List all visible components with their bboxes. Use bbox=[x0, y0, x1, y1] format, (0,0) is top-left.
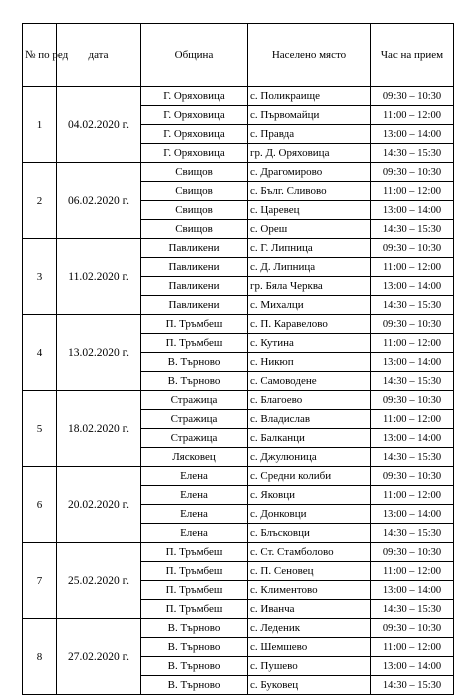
municipality-cell: В. Търново bbox=[141, 353, 248, 372]
place-cell: с. Буковец bbox=[248, 676, 371, 695]
municipality-cell: П. Тръмбеш bbox=[141, 315, 248, 334]
header-time: Час на прием bbox=[371, 24, 454, 87]
place-cell: с. Средни колиби bbox=[248, 467, 371, 486]
header-num: № по ред bbox=[23, 24, 57, 87]
row-number: 7 bbox=[23, 543, 57, 619]
municipality-cell: Павликени bbox=[141, 277, 248, 296]
municipality-cell: Лясковец bbox=[141, 448, 248, 467]
header-place: Населено място bbox=[248, 24, 371, 87]
time-cell: 14:30 – 15:30 bbox=[371, 448, 454, 467]
time-cell: 11:00 – 12:00 bbox=[371, 638, 454, 657]
place-cell: с. Блъсковци bbox=[248, 524, 371, 543]
table-row bbox=[23, 543, 454, 562]
municipality-cell: Павликени bbox=[141, 258, 248, 277]
place-cell: с. Яковци bbox=[248, 486, 371, 505]
place-cell: с. Бълг. Сливово bbox=[248, 182, 371, 201]
visit-date: 04.02.2020 г. bbox=[57, 87, 141, 163]
table-row bbox=[23, 315, 454, 334]
table-row bbox=[23, 239, 454, 258]
header-municipality: Община bbox=[141, 24, 248, 87]
time-cell: 09:30 – 10:30 bbox=[371, 87, 454, 106]
time-cell: 09:30 – 10:30 bbox=[371, 163, 454, 182]
municipality-cell: Стражица bbox=[141, 391, 248, 410]
row-number: 2 bbox=[23, 163, 57, 239]
time-cell: 11:00 – 12:00 bbox=[371, 258, 454, 277]
municipality-cell: Г. Оряховица bbox=[141, 106, 248, 125]
time-cell: 14:30 – 15:30 bbox=[371, 676, 454, 695]
municipality-cell: Стражица bbox=[141, 429, 248, 448]
place-cell: с. Климентово bbox=[248, 581, 371, 600]
time-cell: 11:00 – 12:00 bbox=[371, 410, 454, 429]
municipality-cell: В. Търново bbox=[141, 676, 248, 695]
place-cell: с. Първомайци bbox=[248, 106, 371, 125]
place-cell: с. Джулюница bbox=[248, 448, 371, 467]
visit-date: 11.02.2020 г. bbox=[57, 239, 141, 315]
place-cell: с. П. Сеновец bbox=[248, 562, 371, 581]
header-date: дата bbox=[57, 24, 141, 87]
time-cell: 11:00 – 12:00 bbox=[371, 334, 454, 353]
municipality-cell: Павликени bbox=[141, 296, 248, 315]
time-cell: 11:00 – 12:00 bbox=[371, 182, 454, 201]
visit-date: 13.02.2020 г. bbox=[57, 315, 141, 391]
municipality-cell: Елена bbox=[141, 524, 248, 543]
place-cell: с. Михалци bbox=[248, 296, 371, 315]
municipality-cell: П. Тръмбеш bbox=[141, 543, 248, 562]
time-cell: 13:00 – 14:00 bbox=[371, 657, 454, 676]
row-number: 4 bbox=[23, 315, 57, 391]
place-cell: с. Владислав bbox=[248, 410, 371, 429]
time-cell: 09:30 – 10:30 bbox=[371, 467, 454, 486]
time-cell: 13:00 – 14:00 bbox=[371, 581, 454, 600]
place-cell: с. Леденик bbox=[248, 619, 371, 638]
municipality-cell: Г. Оряховица bbox=[141, 87, 248, 106]
schedule-body bbox=[23, 87, 454, 695]
place-cell: с. Поликраище bbox=[248, 87, 371, 106]
municipality-cell: Свищов bbox=[141, 163, 248, 182]
place-cell: с. Балканци bbox=[248, 429, 371, 448]
time-cell: 14:30 – 15:30 bbox=[371, 524, 454, 543]
place-cell: с. Самоводене bbox=[248, 372, 371, 391]
time-cell: 14:30 – 15:30 bbox=[371, 296, 454, 315]
municipality-cell: Г. Оряховица bbox=[141, 125, 248, 144]
municipality-cell: Свищов bbox=[141, 220, 248, 239]
visit-date: 25.02.2020 г. bbox=[57, 543, 141, 619]
table-row bbox=[23, 619, 454, 638]
place-cell: с. Пушево bbox=[248, 657, 371, 676]
municipality-cell: Елена bbox=[141, 505, 248, 524]
table-row bbox=[23, 467, 454, 486]
time-cell: 09:30 – 10:30 bbox=[371, 315, 454, 334]
time-cell: 11:00 – 12:00 bbox=[371, 562, 454, 581]
time-cell: 13:00 – 14:00 bbox=[371, 277, 454, 296]
place-cell: с. Драгомирово bbox=[248, 163, 371, 182]
visit-date: 20.02.2020 г. bbox=[57, 467, 141, 543]
place-cell: с. Никюп bbox=[248, 353, 371, 372]
place-cell: с. Кутина bbox=[248, 334, 371, 353]
header-row bbox=[23, 24, 454, 87]
time-cell: 13:00 – 14:00 bbox=[371, 353, 454, 372]
time-cell: 11:00 – 12:00 bbox=[371, 106, 454, 125]
time-cell: 09:30 – 10:30 bbox=[371, 239, 454, 258]
row-number: 3 bbox=[23, 239, 57, 315]
row-number: 8 bbox=[23, 619, 57, 695]
time-cell: 14:30 – 15:30 bbox=[371, 144, 454, 163]
municipality-cell: П. Тръмбеш bbox=[141, 562, 248, 581]
municipality-cell: Павликени bbox=[141, 239, 248, 258]
time-cell: 14:30 – 15:30 bbox=[371, 600, 454, 619]
place-cell: гр. Бяла Черква bbox=[248, 277, 371, 296]
municipality-cell: Свищов bbox=[141, 182, 248, 201]
row-number: 1 bbox=[23, 87, 57, 163]
time-cell: 14:30 – 15:30 bbox=[371, 372, 454, 391]
municipality-cell: Свищов bbox=[141, 201, 248, 220]
municipality-cell: Стражица bbox=[141, 410, 248, 429]
municipality-cell: П. Тръмбеш bbox=[141, 334, 248, 353]
time-cell: 13:00 – 14:00 bbox=[371, 125, 454, 144]
time-cell: 11:00 – 12:00 bbox=[371, 486, 454, 505]
time-cell: 14:30 – 15:30 bbox=[371, 220, 454, 239]
table-row bbox=[23, 391, 454, 410]
municipality-cell: Елена bbox=[141, 486, 248, 505]
time-cell: 09:30 – 10:30 bbox=[371, 391, 454, 410]
visit-date: 27.02.2020 г. bbox=[57, 619, 141, 695]
place-cell: с. Царевец bbox=[248, 201, 371, 220]
municipality-cell: П. Тръмбеш bbox=[141, 581, 248, 600]
place-cell: с. Шемшево bbox=[248, 638, 371, 657]
municipality-cell: В. Търново bbox=[141, 619, 248, 638]
table-row bbox=[23, 87, 454, 106]
place-cell: с. Ст. Стамболово bbox=[248, 543, 371, 562]
place-cell: с. Донковци bbox=[248, 505, 371, 524]
place-cell: с. Благоево bbox=[248, 391, 371, 410]
visit-date: 18.02.2020 г. bbox=[57, 391, 141, 467]
time-cell: 09:30 – 10:30 bbox=[371, 619, 454, 638]
visit-date: 06.02.2020 г. bbox=[57, 163, 141, 239]
row-number: 6 bbox=[23, 467, 57, 543]
place-cell: с. Ореш bbox=[248, 220, 371, 239]
time-cell: 13:00 – 14:00 bbox=[371, 505, 454, 524]
municipality-cell: Елена bbox=[141, 467, 248, 486]
table-row bbox=[23, 163, 454, 182]
time-cell: 09:30 – 10:30 bbox=[371, 543, 454, 562]
place-cell: с. Г. Липница bbox=[248, 239, 371, 258]
place-cell: гр. Д. Оряховица bbox=[248, 144, 371, 163]
place-cell: с. Правда bbox=[248, 125, 371, 144]
time-cell: 13:00 – 14:00 bbox=[371, 429, 454, 448]
place-cell: с. Д. Липница bbox=[248, 258, 371, 277]
municipality-cell: В. Търново bbox=[141, 657, 248, 676]
place-cell: с. Иванча bbox=[248, 600, 371, 619]
municipality-cell: В. Търново bbox=[141, 638, 248, 657]
municipality-cell: П. Тръмбеш bbox=[141, 600, 248, 619]
schedule-table bbox=[22, 23, 454, 695]
time-cell: 13:00 – 14:00 bbox=[371, 201, 454, 220]
municipality-cell: В. Търново bbox=[141, 372, 248, 391]
row-number: 5 bbox=[23, 391, 57, 467]
place-cell: с. П. Каравелово bbox=[248, 315, 371, 334]
municipality-cell: Г. Оряховица bbox=[141, 144, 248, 163]
